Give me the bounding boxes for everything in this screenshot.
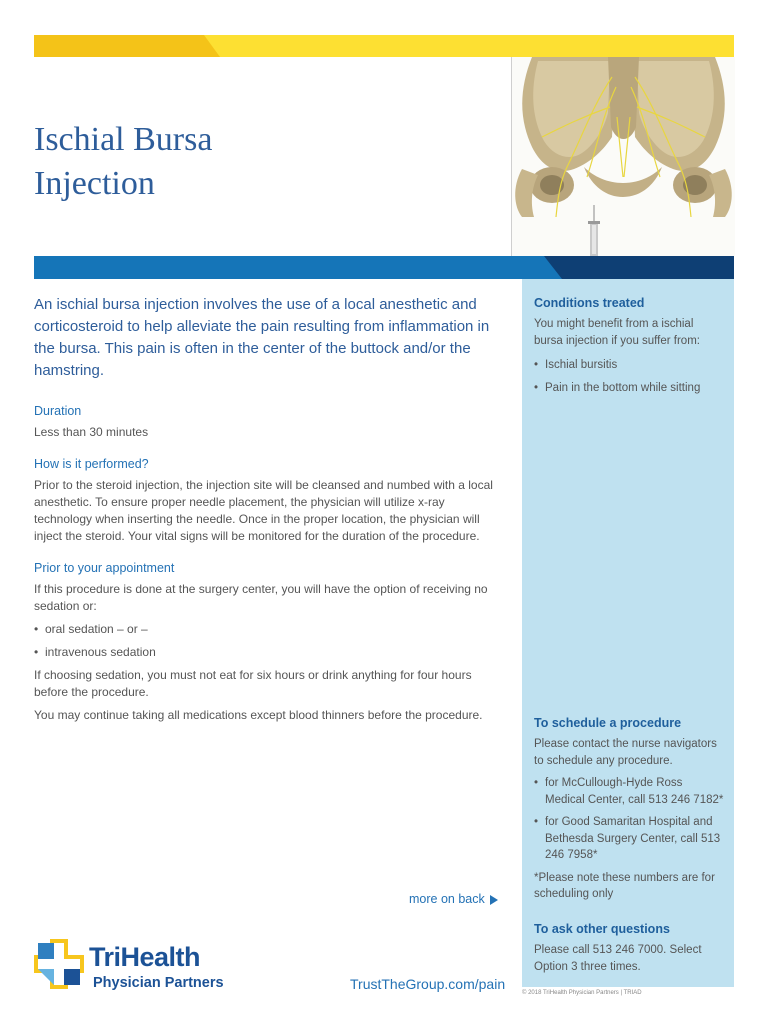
- list-item: • for Good Samaritan Hospital and Bethesda Surgery Center, call 513 246 7958*: [534, 814, 724, 864]
- logo-subtitle: Physician Partners: [93, 975, 224, 991]
- duration-section: [34, 404, 500, 441]
- prior-heading: Prior to your appointment: [34, 561, 175, 575]
- conditions-list: [534, 357, 724, 396]
- conditions-section: [534, 296, 724, 402]
- questions-heading: To ask other questions: [534, 922, 670, 936]
- performed-text: Prior to the steroid injection, the injection site will be cleansed and numbed with a local anesthetic. To ensure proper needle placement, the physician will utilize x-ray technology when inserting the needle. Once in the proper location, the physician will inject the steroid. Your vital signs will be monitored for the duration of the procedure.: [34, 478, 493, 543]
- schedule-heading: To schedule a procedure: [534, 716, 682, 730]
- page-title-line1: Ischial Bursa: [34, 121, 213, 158]
- schedule-note: *Please note these numbers are for scheduling only: [534, 871, 715, 900]
- schedule-text: Please contact the nurse navigators to schedule any procedure.: [534, 738, 717, 767]
- prior-text1: If this procedure is done at the surgery center, you will have the option of receiving no sedation or:: [34, 582, 488, 613]
- pelvis-illustration: [511, 57, 735, 256]
- more-on-back-link[interactable]: [409, 892, 498, 906]
- list-item: • for McCullough-Hyde Ross Medical Center, call 513 246 7182*: [534, 775, 724, 808]
- intro-paragraph: An ischial bursa injection involves the use of a local anesthetic and corticosteroid to help alleviate the pain resulting from inflammation in the bursa. This pain is often in the center of the buttock and/or the hamstring.: [34, 296, 490, 379]
- prior-text2: If choosing sedation, you must not eat for six hours or drink anything for four hours before the procedure.: [34, 668, 472, 699]
- conditions-heading: Conditions treated: [534, 296, 645, 310]
- list-item: • oral sedation – or –: [34, 621, 500, 638]
- header-divider-bar: [34, 256, 734, 279]
- performed-section: [34, 457, 500, 545]
- pelvis-image: [512, 57, 735, 256]
- page-title-line2: Injection: [34, 165, 155, 202]
- logo-name: TriHealth: [89, 942, 201, 972]
- main-content: [34, 294, 500, 740]
- top-accent-bar-dark: [34, 35, 220, 57]
- trihealth-logo: [34, 937, 244, 992]
- header-divider-navy: [544, 256, 734, 279]
- play-arrow-icon: [490, 895, 498, 905]
- prior-section: [34, 561, 500, 724]
- performed-heading: How is it performed?: [34, 457, 149, 471]
- duration-heading: Duration: [34, 404, 82, 418]
- sedation-list: [34, 621, 500, 661]
- schedule-list: [534, 775, 724, 864]
- website-link[interactable]: TrustTheGroup.com/pain: [350, 976, 506, 992]
- more-on-back-label: more on back: [409, 892, 485, 906]
- copyright-text: © 2018 TriHealth Physician Partners | TRIAD: [522, 990, 642, 996]
- page-title: [34, 118, 212, 206]
- list-item: • intravenous sedation: [34, 644, 500, 661]
- conditions-text: You might benefit from a ischial bursa injection if you suffer from:: [534, 318, 700, 347]
- trihealth-cross-icon: [34, 939, 84, 989]
- list-item: • Pain in the bottom while sitting: [534, 380, 724, 397]
- prior-text3: You may continue taking all medications except blood thinners before the procedure.: [34, 708, 483, 722]
- list-item: • Ischial bursitis: [534, 357, 724, 374]
- questions-section: [534, 922, 724, 981]
- schedule-section: [534, 716, 724, 909]
- top-accent-bar: [34, 35, 734, 57]
- duration-text: Less than 30 minutes: [34, 425, 149, 439]
- questions-text: Please call 513 246 7000. Select Option 3 three times.: [534, 944, 702, 973]
